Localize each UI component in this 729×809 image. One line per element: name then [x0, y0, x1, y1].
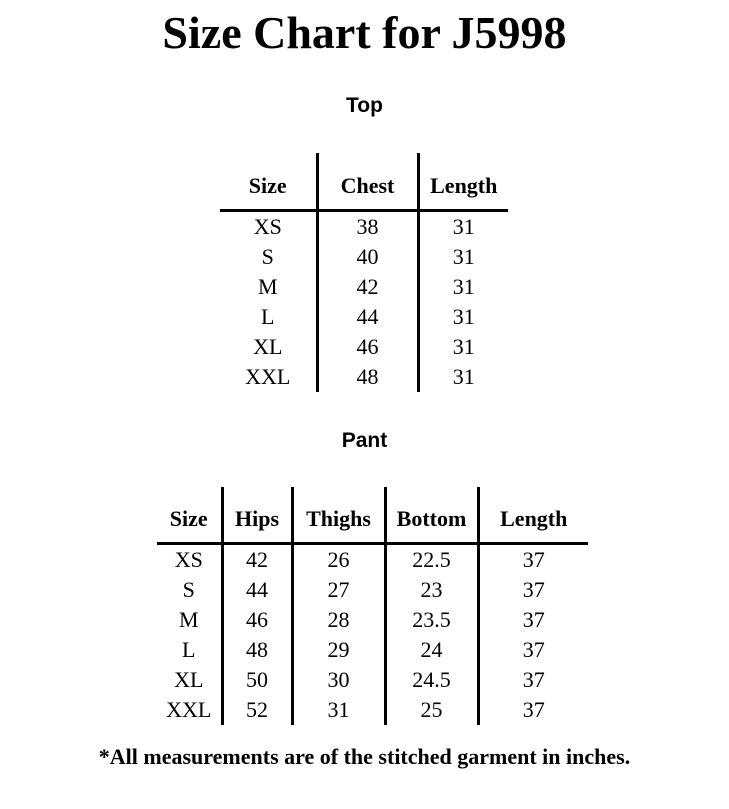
table-row: [157, 544, 588, 576]
table-cell: 31: [292, 695, 385, 725]
table-cell: 25: [385, 695, 478, 725]
table-cell: XL: [253, 333, 283, 359]
table-cell: 31: [418, 362, 508, 392]
table-cell: XL: [174, 667, 204, 692]
table-cell: 44: [317, 302, 418, 332]
table-cell: S: [261, 243, 274, 269]
table-row: [220, 302, 508, 332]
header-row: [220, 153, 508, 210]
table-cell: 30: [292, 665, 385, 695]
table-cell: 26: [292, 544, 385, 576]
table-cell: 29: [292, 635, 385, 665]
header-row: [157, 487, 588, 544]
top-size-table: [220, 153, 508, 392]
table-cell: 50: [222, 665, 292, 695]
table-cell: L: [182, 637, 196, 662]
table-cell: 48: [222, 635, 292, 665]
table-cell: XS: [174, 547, 203, 572]
table-row: [220, 242, 508, 272]
table-row: [220, 362, 508, 392]
column-header: Hips: [222, 487, 292, 544]
column-header: Length: [418, 153, 508, 210]
table-cell: 42: [222, 544, 292, 576]
table-cell: 37: [478, 544, 588, 576]
column-header: Length: [478, 487, 588, 544]
table-cell: 37: [478, 605, 588, 635]
table-cell: 31: [418, 272, 508, 302]
table-row: [220, 272, 508, 302]
table-cell: 44: [222, 575, 292, 605]
table-cell: XS: [253, 213, 282, 239]
table-cell: 37: [478, 695, 588, 725]
table-cell: XXL: [166, 697, 212, 722]
table-row: [157, 665, 588, 695]
table-cell: 48: [317, 362, 418, 392]
table-cell: 27: [292, 575, 385, 605]
table-cell: M: [257, 273, 278, 299]
table-cell: S: [182, 577, 195, 602]
top-section-label: Top: [346, 94, 383, 117]
size-chart-page: [0, 7, 729, 809]
table-cell: 24: [385, 635, 478, 665]
table-row: [220, 210, 508, 242]
table-cell: 46: [222, 605, 292, 635]
table-row: [220, 332, 508, 362]
column-header: Bottom: [385, 487, 478, 544]
page-title: Size Chart for J5998: [162, 7, 567, 58]
table-cell: XXL: [245, 363, 291, 389]
table-cell: 23: [385, 575, 478, 605]
table-row: [157, 635, 588, 665]
table-cell: L: [261, 303, 275, 329]
table-cell: 28: [292, 605, 385, 635]
table-cell: 23.5: [385, 605, 478, 635]
table-cell: 52: [222, 695, 292, 725]
table-cell: 22.5: [385, 544, 478, 576]
column-header: Size: [157, 487, 222, 544]
table-row: [157, 605, 588, 635]
table-cell: 37: [478, 665, 588, 695]
table-cell: 40: [317, 242, 418, 272]
table-cell: M: [178, 607, 199, 632]
column-header: Size: [220, 153, 317, 210]
table-cell: 42: [317, 272, 418, 302]
pant-size-table: [157, 487, 588, 726]
table-cell: 37: [478, 635, 588, 665]
table-row: [157, 695, 588, 725]
table-cell: 31: [418, 332, 508, 362]
table-cell: 31: [418, 242, 508, 272]
table-cell: 46: [317, 332, 418, 362]
table-cell: 31: [418, 210, 508, 242]
table-cell: 24.5: [385, 665, 478, 695]
column-header: Thighs: [292, 487, 385, 544]
table-row: [157, 575, 588, 605]
pant-section-label: Pant: [341, 428, 388, 452]
table-cell: 31: [418, 302, 508, 332]
table-cell: 37: [478, 575, 588, 605]
column-header: Chest: [317, 153, 418, 210]
measurement-footnote: *All measurements are of the stitched garment in inches.: [98, 744, 631, 769]
table-cell: 38: [317, 210, 418, 242]
